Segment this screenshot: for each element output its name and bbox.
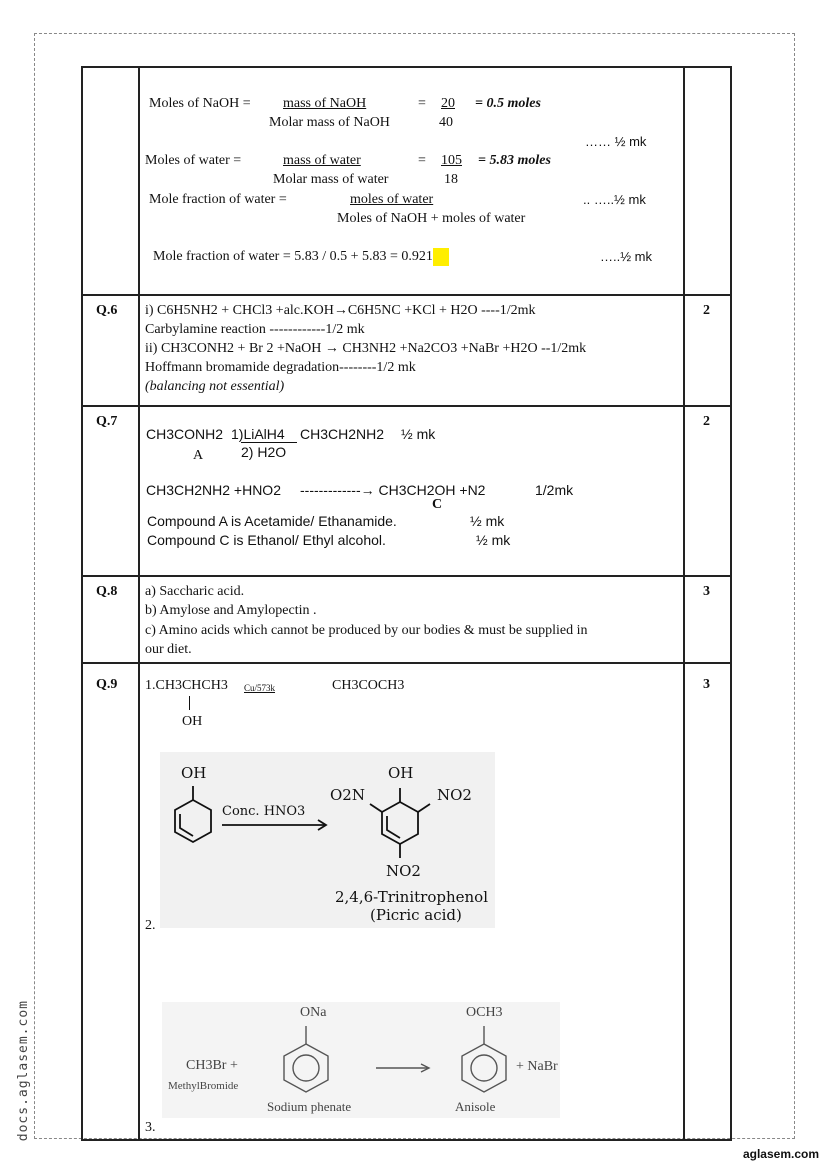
q7-r1-b: 1)LiAlH4 [231,426,285,442]
no2-bond-right [418,804,430,812]
q9-item3-number: 3. [145,1120,156,1135]
q9-marks: 3 [703,677,710,692]
q9-l1-c: CH3COCH3 [332,678,405,693]
row-divider [83,405,730,407]
q7-label-a: A [193,448,204,463]
q7-r1-c: CH3CH2NH2 [300,426,385,442]
q8-line2: b) Amylose and Amylopectin . [145,603,317,618]
bond-line [189,696,190,710]
col-divider [683,68,685,1139]
fig2-reagent: Conc. HNO3 [222,804,306,819]
q9-item2-number: 2. [145,918,156,933]
q7-r2-a: CH3CH2NH2 +HNO2 [146,482,281,498]
q8-number: Q.8 [96,584,118,599]
side-watermark: docs.aglasem.com [16,1000,31,1142]
q7-r1-e: 2) H2O [241,444,287,460]
q8-marks: 3 [703,584,710,599]
q9-l1-oh: OH [182,714,203,729]
row-divider [83,575,730,577]
q8-line1: a) Saccharic acid. [145,584,245,599]
highlight-mark [433,248,449,266]
q5-line2-num: mass of water [283,153,361,168]
q6-marks: 2 [703,303,710,318]
q7-r2-b: -------------→ CH3CH2OH +N2 [300,482,486,498]
ring-double-bond [180,814,193,836]
fig3-methyl-bromide: MethylBromide [168,1080,239,1092]
q7-line4-mark: ½ mk [476,532,511,548]
q6-line5: (balancing not essential) [145,379,285,394]
q7-marks: 2 [703,414,710,429]
fig3-nabr: + NaBr [516,1059,558,1074]
q5-line2-valden: 18 [444,172,458,187]
q5-line1-result: = 0.5 moles [475,96,541,111]
q5-mark1: …… ½ mk [585,134,647,149]
q6-line1: i) C6H5NH2 + CHCl3 +alc.KOH→C6H5NC +KCl + H2O ----1/2mk [145,303,536,318]
footer-brand: aglasem.com [742,1147,819,1161]
q7-label-c: C [432,497,443,512]
q5-line2-label: Moles of water = [145,153,242,168]
fig3-anisole: Anisole [455,1099,496,1114]
row-divider [83,294,730,296]
anisole-figure [162,1002,560,1118]
q5-line1-num: mass of NaOH [283,96,367,111]
anisole-ring [462,1044,506,1092]
q7-r2-c: 1/2mk [535,482,574,498]
q8-line3: c) Amino acids which cannot be produced by our bodies & must be supplied in [145,623,588,638]
phenate-ring-circle [293,1055,319,1081]
q5-line4-text: Mole fraction of water = 5.83 / 0.5 + 5.83 = 0.921 [153,249,433,265]
fig3-ch3br: CH3Br + [186,1058,238,1073]
fig2-oh: OH [181,764,207,782]
fig3-ona: ONa [300,1005,327,1020]
fig2-name2: (Picric acid) [370,906,462,924]
fig2-o2n: O2N [330,786,365,804]
q8-line4: our diet. [145,642,192,657]
q5-line1-val: 20 [441,96,455,111]
fig2-no2-right: NO2 [437,786,472,804]
q6-number: Q.6 [96,303,118,318]
q9-number: Q.9 [96,677,118,692]
q5-line3-label: Mole fraction of water = [149,192,287,207]
q5-line1-eq: = [418,96,426,111]
fig2-name1: 2,4,6-Trinitrophenol [335,888,488,906]
q6-line2: Carbylamine reaction ------------1/2 mk [145,322,365,337]
fig2-oh2: OH [388,764,414,782]
q5-line4 [153,248,449,266]
q7-number: Q.7 [96,414,118,429]
q5-line2-val: 105 [441,153,462,168]
anisole-ring-circle [471,1055,497,1081]
picric-acid-figure [160,752,495,928]
q5-line2-den: Molar mass of water [273,172,389,187]
q9-l1-a: 1.CH3CHCH3 [145,678,228,693]
q5-mark3: .. …..½ mk [583,192,646,207]
q5-line2-result: = 5.83 moles [478,153,551,168]
q7-r1-d: ½ mk [401,426,436,442]
q9-l1-b: Cu/573k [244,683,276,693]
q5-line3-num: moles of water [350,192,434,207]
q7-line3-mark: ½ mk [470,513,505,529]
q6-line3: ii) CH3CONH2 + Br 2 +NaOH → CH3NH2 +Na2CO3 +NaBr +H2O --1/2mk [145,341,587,356]
q5-line3-den: Moles of NaOH + moles of water [337,211,526,226]
phenate-ring [284,1044,328,1092]
ring-double-bond-2 [387,816,400,838]
q7-line4: Compound C is Ethanol/ Ethyl alcohol. [147,532,386,548]
q6-line4: Hoffmann bromamide degradation--------1/2 mk [145,360,416,375]
q5-mark4: …..½ mk [600,249,653,264]
no2-bond-left [370,804,382,812]
q7-r1-a: CH3CONH2 [146,426,224,442]
fig3-sodium-phenate: Sodium phenate [267,1099,352,1114]
q5-line1-den: Molar mass of NaOH [269,115,390,130]
fig2-no2-bottom: NO2 [386,862,421,880]
q5-line1-valden: 40 [439,115,453,130]
q7-line3: Compound A is Acetamide/ Ethanamide. [147,513,397,529]
row-divider [83,662,730,664]
q5-line1-label: Moles of NaOH = [149,96,251,111]
fig3-och3: OCH3 [466,1005,503,1020]
q5-line2-eq: = [418,153,426,168]
col-divider [138,68,140,1139]
